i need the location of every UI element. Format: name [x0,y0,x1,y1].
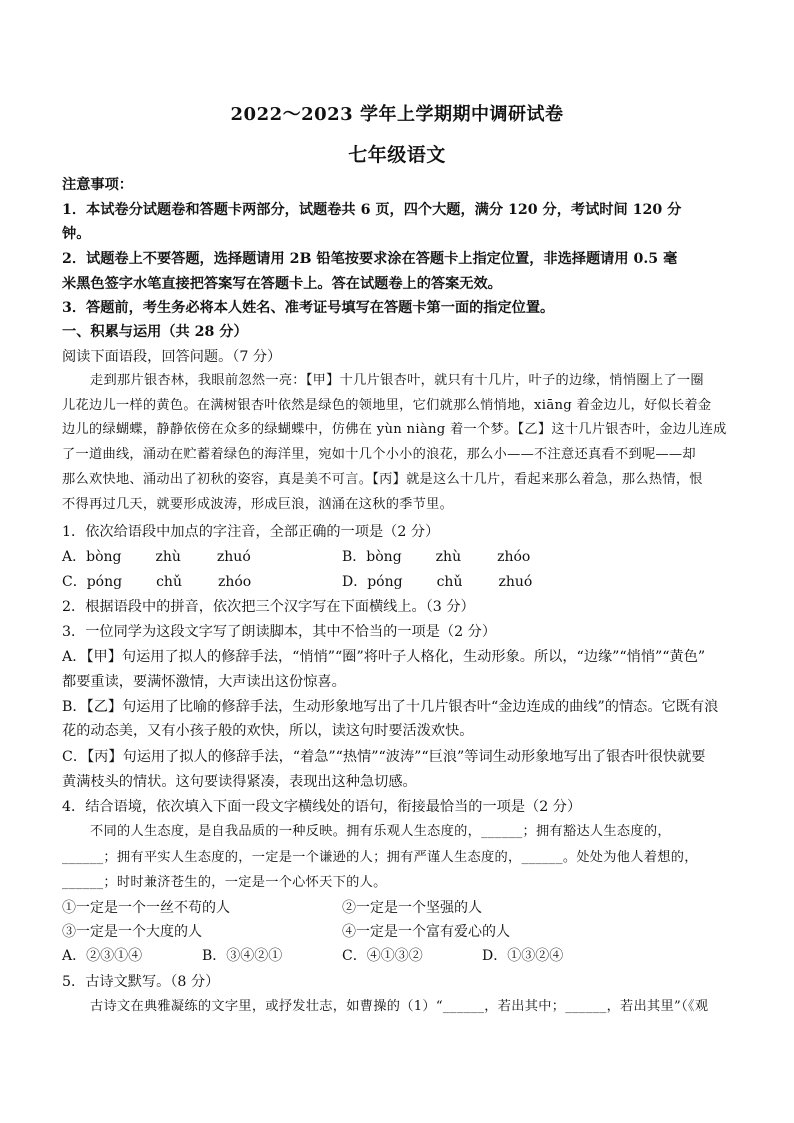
q4-choice-2: ②一定是一个坚强的人 [342,900,482,916]
q1-b-2: zhù [435,549,462,565]
q1-option-a [62,548,251,566]
question-4-stem: 4．结合语境，依次填入下面一段文字横线处的语句，衔接最恰当的一项是（2 分） [62,799,582,815]
q1-c-3: zhóo [217,574,252,590]
q1-d-1: D．póng [342,574,403,590]
q4-option-c: C．④①③② [342,948,423,964]
q3-option-b-line-2: 花的动态美，又有小孩子般的欢快，所以，读这句时要活泼欢快。 [62,723,474,739]
q1-option-c [62,573,251,591]
q4-option-b: B．③④②① [202,948,283,964]
q4-passage-line: 不同的人生态度，是自我品质的一种反映。拥有乐观人生态度的，______；拥有豁达人生态度的， [90,824,671,839]
q4-option-d: D．①③②④ [482,948,564,964]
note-2-line-1: 2．试题卷上不要答题，选择题请用 2B 铅笔按要求涂在答题卡上指定位置，非选择题请用 0.5 毫 [62,251,678,267]
passage-line: 儿花边儿一样的黄色。在满树银杏叶依然是绿色的领地里，它们就那么悄悄地，xiāng 着金边儿，好似长着金 [62,398,712,413]
passage-line: 边儿的绿蝴蝶，静静依傍在众多的绿蝴蝶中，仿佛在 yùn niàng 着一个梦。【乙】这十几片银杏叶，金边儿连成 [62,422,727,437]
exam-title: 2022～2023 学年上学期期中调研试卷 [230,104,564,125]
q1-b-3: zhóo [497,549,531,565]
q3-option-b-line-1: B．【乙】句运用了比喻的修辞手法，生动形象地写出了十几片银杏叶“金边连成的曲线”的情态。它既有浪 [62,699,719,715]
q4-choice-3: ③一定是一个大度的人 [62,924,202,940]
note-1-line-2: 钟。 [62,226,91,242]
q3-option-c-line-1: C．【丙】句运用了拟人的修辞手法，“着急”“热情”“波涛”“巨浪”等词生动形象地写出了银杏叶很快就要 [62,749,706,765]
q3-option-a-line-1: A．【甲】句运用了拟人的修辞手法，“悄悄”“圈”将叶子人格化，生动形象。所以，“边缘”“悄悄”“黄色” [62,649,706,665]
q1-option-d [342,573,532,591]
q4-option-a: A．②③①④ [62,948,143,964]
q5-line: 古诗文在典雅凝练的文字里，或抒发壮志，如曹操的（1）“______，若出其中；______，若出其里”（《观 [90,999,709,1014]
note-1-line-1: 1．本试卷分试题卷和答题卡两部分，试题卷共 6 页，四个大题，满分 120 分，考试时间 120 分 [62,202,682,218]
question-3-stem: 3．一位同学为这段文字写了朗读脚本，其中不恰当的一项是（2 分） [62,624,497,640]
q1-option-b [342,548,530,566]
q1-d-2: chǔ [436,574,463,590]
section-1-intro: 阅读下面语段，回答问题。（7 分） [62,349,282,365]
note-2-line-2: 米黑色签字水笔直接把答案写在答题卡上。答在试题卷上的答案无效。 [62,276,502,292]
q1-a-1: A．bòng [62,549,122,565]
q3-option-a-line-2: 都要重读，要满怀激情，大声读出这份惊喜。 [62,674,346,690]
q1-b-1: B．bòng [342,549,402,565]
q1-c-2: chǔ [156,574,182,590]
q1-c-1: C．póng [62,574,123,590]
q4-passage-line: ______；拥有平实人生态度的，一定是一个谦逊的人；拥有严谨人生态度的，______。处处为他人着想的， [62,850,698,865]
passage-line: 不得再过几天，就要形成波涛，形成巨浪，汹涌在这秋的季节里。 [62,497,454,512]
passage-line: 那么欢快地、涌动出了初秋的姿容，真是美不可言。【丙】就是这么十几片，看起来那么着急，那么热情，恨 [62,472,703,487]
q3-option-c-line-2: 黄满枝头的情状。这句要读得紧凑，表现出这种急切感。 [62,774,417,790]
q4-passage-line: ______；时时兼济苍生的，一定是一个心怀天下的人。 [62,875,387,890]
q1-a-2: zhù [155,549,181,565]
notes-heading: 注意事项： [62,177,133,193]
q1-d-3: zhuó [498,574,533,590]
q4-choice-4: ④一定是一个富有爱心的人 [342,924,510,940]
question-1-stem: 1．依次给语段中加点的字注音，全部正确的一项是（2 分） [62,524,440,540]
exam-subtitle: 七年级语文 [348,144,446,166]
note-3: 3．答题前，考生务必将本人姓名、准考证号填写在答题卡第一面的指定位置。 [62,300,555,316]
q4-choice-1: ①一定是一个一丝不苟的人 [62,900,230,916]
question-5-stem: 5．古诗文默写。（8 分） [62,974,220,990]
passage-line: 走到那片银杏林，我眼前忽然一亮：【甲】十几片银杏叶，就只有十几片，叶子的边缘，悄悄圈上了一圈 [90,373,704,388]
question-2-stem: 2．根据语段中的拼音，依次把三个汉字写在下面横线上。（3 分） [62,599,475,615]
section-1-heading: 一、积累与运用（共 28 分） [62,324,248,340]
q1-a-3: zhuó [216,549,251,565]
passage-line: 了一道曲线，涌动在贮蓄着绿色的海洋里，宛如十几个小小的浪花，那么小——不注意还真看不到呢——却 [62,447,696,462]
